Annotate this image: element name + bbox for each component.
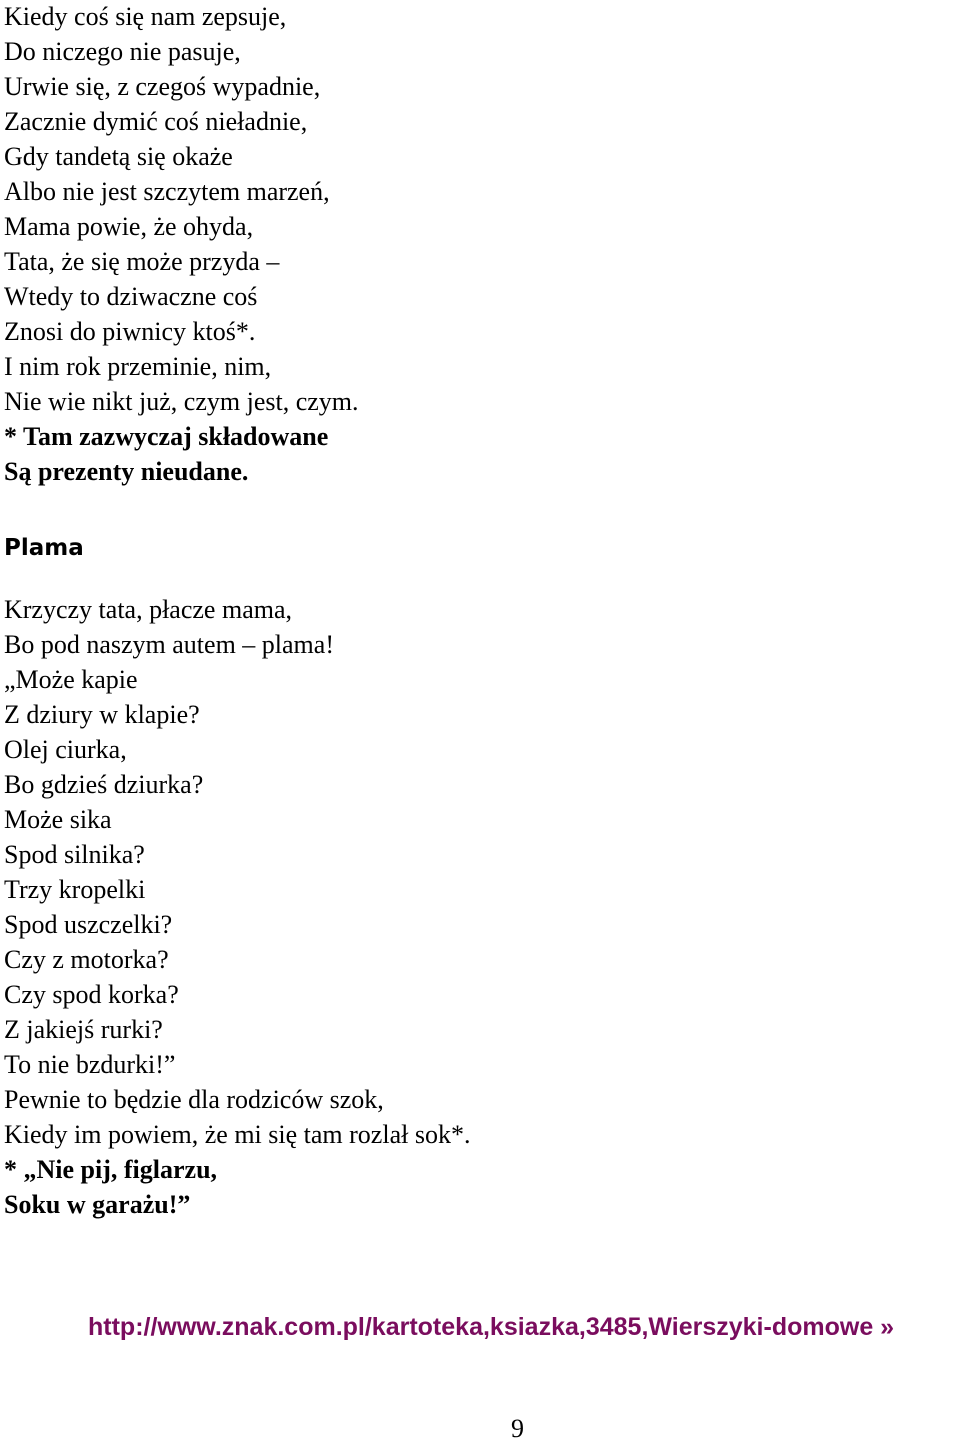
page-number: 9 <box>511 1414 524 1443</box>
poem2-line-15: Pewnie to będzie dla rodziców szok, <box>4 1085 384 1114</box>
poem2-line-3: „Może kapie <box>4 665 138 694</box>
source-link[interactable]: http://www.znak.com.pl/kartoteka,ksiazka,3485,Wierszyki-domowe » <box>88 1313 895 1341</box>
poem1-line-7: Mama powie, że ohyda, <box>4 212 254 241</box>
poem2-line-12: Czy spod korka? <box>4 980 179 1009</box>
poem-title: Plama <box>4 535 84 561</box>
poem2-line-1: Krzyczy tata, płacze mama, <box>4 595 292 624</box>
poem2-line-4: Z dziury w klapie? <box>4 700 200 729</box>
poem1-line-3: Urwie się, z czegoś wypadnie, <box>4 72 321 101</box>
poem1-line-4: Zacznie dymić coś nieładnie, <box>4 107 308 136</box>
poem2-line-2: Bo pod naszym autem – plama! <box>4 630 334 659</box>
poem2-footnote-line-2: Soku w garażu!” <box>4 1190 191 1219</box>
poem2-line-7: Może sika <box>4 805 112 834</box>
poem1-line-8: Tata, że się może przyda – <box>4 247 280 276</box>
poem1-line-11: I nim rok przeminie, nim, <box>4 352 272 381</box>
poem2-line-5: Olej ciurka, <box>4 735 127 764</box>
poem1-line-9: Wtedy to dziwaczne coś <box>4 282 258 311</box>
poem1-line-10: Znosi do piwnicy ktoś*. <box>4 317 256 346</box>
poem2-line-9: Trzy kropelki <box>4 875 146 904</box>
poem2-line-6: Bo gdzieś dziurka? <box>4 770 204 799</box>
poem1-line-1: Kiedy coś się nam zepsuje, <box>4 2 287 31</box>
poem2-line-13: Z jakiejś rurki? <box>4 1015 163 1044</box>
poem2-line-11: Czy z motorka? <box>4 945 169 974</box>
poem2-line-14: To nie bzdurki!” <box>4 1050 176 1079</box>
poem1-line-5: Gdy tandetą się okaże <box>4 142 233 171</box>
poem1-line-2: Do niczego nie pasuje, <box>4 37 241 66</box>
poem1-line-6: Albo nie jest szczytem marzeń, <box>4 177 330 206</box>
poem1-footnote-line-2: Są prezenty nieudane. <box>4 457 249 486</box>
poem1-footnote-line-1: * Tam zazwyczaj składowane <box>4 422 329 451</box>
poem2-footnote-line-1: * „Nie pij, figlarzu, <box>4 1155 218 1184</box>
poem2-line-16: Kiedy im powiem, że mi się tam rozlał sok*. <box>4 1120 471 1149</box>
poem2-line-8: Spod silnika? <box>4 840 145 869</box>
poem2-line-10: Spod uszczelki? <box>4 910 173 939</box>
poem1-line-12: Nie wie nikt już, czym jest, czym. <box>4 387 359 416</box>
